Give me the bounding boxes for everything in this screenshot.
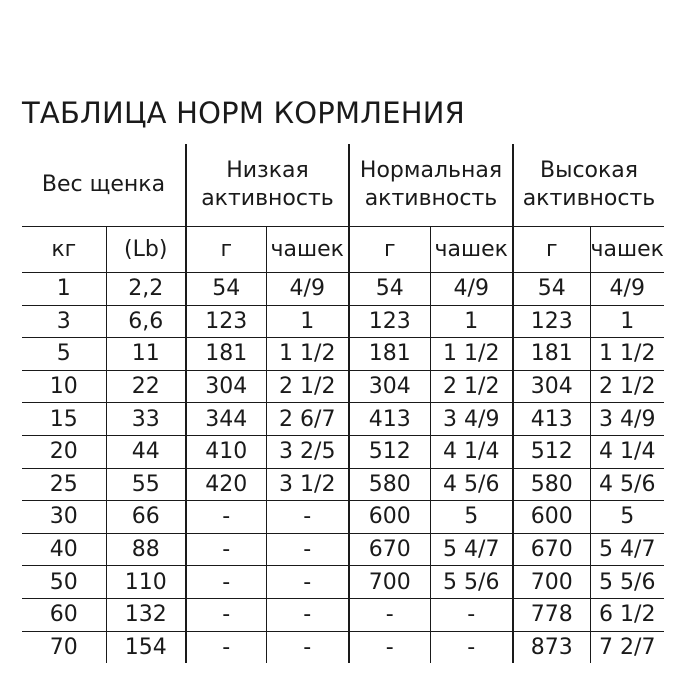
cell-high-cups: 6 1/2 [590,598,664,631]
cell-kg: 5 [22,338,106,371]
table-row [22,598,664,631]
cell-normal-g: 54 [349,273,430,306]
cell-normal-cups: - [430,631,513,663]
header-low-activity [186,144,349,227]
cell-lb: 33 [106,403,186,436]
cell-lb: 88 [106,533,186,566]
cell-high-cups: 2 1/2 [590,370,664,403]
cell-high-cups: 1 [590,305,664,338]
cell-normal-g: 123 [349,305,430,338]
cell-low-g: - [186,598,266,631]
cell-normal-cups: 4 5/6 [430,468,513,501]
cell-kg: 70 [49,634,78,660]
cell-low-g: 54 [186,273,266,306]
cell-low-g: - [186,501,266,534]
table-row [22,435,664,468]
cell-low-g: 304 [186,370,266,403]
cell-high-cups: 5 4/7 [590,533,664,566]
cell-lb: 55 [106,468,186,501]
cell-high-cups: 5 5/6 [590,566,664,599]
cell-high-g: 304 [513,370,590,403]
header-unit-normal-g: г [349,227,430,273]
header-unit-kg: кг [22,227,106,273]
header-normal-activity [349,144,513,227]
cell-kg: 25 [22,468,106,501]
cell-low-cups: 1 1/2 [266,338,349,371]
cell-normal-cups: 3 4/9 [430,403,513,436]
table-title: ТАБЛИЦА НОРМ КОРМЛЕНИЯ [22,96,465,130]
cell-kg: 30 [22,501,106,534]
cell-high-g: 54 [513,273,590,306]
header-low-line1: Низкая [226,158,309,183]
cell-normal-cups: 5 [430,501,513,534]
cell-kg: 60 [22,598,106,631]
cell-low-g: 410 [186,435,266,468]
header-unit-low-g: г [186,227,266,273]
cell-high-g: 778 [513,598,590,631]
cell-low-cups: 4/9 [266,273,349,306]
cell-low-g: 123 [186,305,266,338]
cell-lb: 44 [106,435,186,468]
cell-low-cups: 3 2/5 [266,435,349,468]
cell-kg: 15 [22,403,106,436]
cell-kg: 50 [22,566,106,599]
cell-low-g: 181 [186,338,266,371]
table-row [22,468,664,501]
cell-low-cups: 1 [266,305,349,338]
cell-high-g: 123 [513,305,590,338]
cell-high-g: 873 [513,631,590,663]
cell-high-cups: 1 1/2 [590,338,664,371]
cell-normal-g: 670 [349,533,430,566]
cell-normal-g: 580 [349,468,430,501]
feeding-table [22,144,664,663]
cell-lb: 6,6 [106,305,186,338]
cell-low-g: - [186,533,266,566]
cell-high-cups: 7 2/7 [590,631,664,663]
cell-normal-cups: 5 4/7 [430,533,513,566]
cell-normal-g: 304 [349,370,430,403]
table-row [22,403,664,436]
cell-high-g: 670 [513,533,590,566]
cell-low-cups: - [266,501,349,534]
cell-low-cups: - [266,566,349,599]
table-row [22,566,664,599]
cell-normal-cups: 1 1/2 [430,338,513,371]
table-row [22,533,664,566]
cell-normal-g: 181 [349,338,430,371]
header-low-line2: активность [201,186,334,211]
cell-high-g: 600 [513,501,590,534]
cell-lb: 110 [106,566,186,599]
cell-high-cups: 4/9 [590,273,664,306]
cell-lb: 11 [106,338,186,371]
table-row [22,631,664,663]
cell-high-cups: 3 4/9 [590,403,664,436]
header-unit-normal-cups: чашек [430,227,513,273]
cell-normal-cups: 2 1/2 [430,370,513,403]
cell-low-cups: - [266,598,349,631]
cell-normal-cups: 5 5/6 [430,566,513,599]
cell-lb: 2,2 [106,273,186,306]
header-weight-label: Вес щенка [41,172,166,197]
cell-normal-g: - [349,631,430,663]
cell-high-g: 181 [513,338,590,371]
cell-lb: 132 [106,598,186,631]
header-unit-lb: (Lb) [106,227,186,273]
header-weight [22,144,186,227]
cell-lb: 154 [106,631,186,663]
cell-low-g: - [186,566,266,599]
cell-normal-g: 512 [349,435,430,468]
header-normal-line2: активность [364,186,498,211]
cell-kg: 1 [22,273,106,306]
header-high-line2: активность [522,186,656,211]
cell-low-g: 344 [186,403,266,436]
cell-high-cups: 4 1/4 [590,435,664,468]
cell-normal-cups: - [430,598,513,631]
cell-lb: 66 [106,501,186,534]
cell-high-g: 413 [513,403,590,436]
header-normal-line1: Нормальная [359,158,503,183]
table-row [22,273,664,306]
cell-high-g: 700 [513,566,590,599]
table-row [22,370,664,403]
cell-normal-g: 413 [349,403,430,436]
table-row [22,501,664,534]
header-unit-low-cups: чашек [266,227,349,273]
cell-low-cups: 3 1/2 [266,468,349,501]
cell-kg: 10 [22,370,106,403]
table-row [22,338,664,371]
cell-normal-cups: 4/9 [430,273,513,306]
cell-normal-g: 700 [349,566,430,599]
cell-high-g: 512 [513,435,590,468]
cell-high-g: 580 [513,468,590,501]
header-row-groups [22,144,664,227]
cell-low-g: 420 [186,468,266,501]
cell-high-cups: 4 5/6 [590,468,664,501]
cell-kg: 3 [22,305,106,338]
cell-low-cups: - [266,533,349,566]
header-high-activity [513,144,664,227]
cell-kg: 40 [22,533,106,566]
header-unit-high-cups: чашек [590,227,664,273]
cell-normal-g: - [349,598,430,631]
cell-low-cups: - [266,631,349,663]
cell-normal-cups: 4 1/4 [430,435,513,468]
header-high-line1: Высокая [539,158,639,183]
cell-normal-g: 600 [349,501,430,534]
cell-normal-cups: 1 [430,305,513,338]
cell-low-g: - [186,631,266,663]
cell-high-cups: 5 [590,501,664,534]
cell-low-cups: 2 1/2 [266,370,349,403]
header-row-units [22,227,664,273]
table-row [22,305,664,338]
cell-kg: 20 [22,435,106,468]
cell-lb: 22 [106,370,186,403]
cell-low-cups: 2 6/7 [266,403,349,436]
header-unit-high-g: г [513,227,590,273]
